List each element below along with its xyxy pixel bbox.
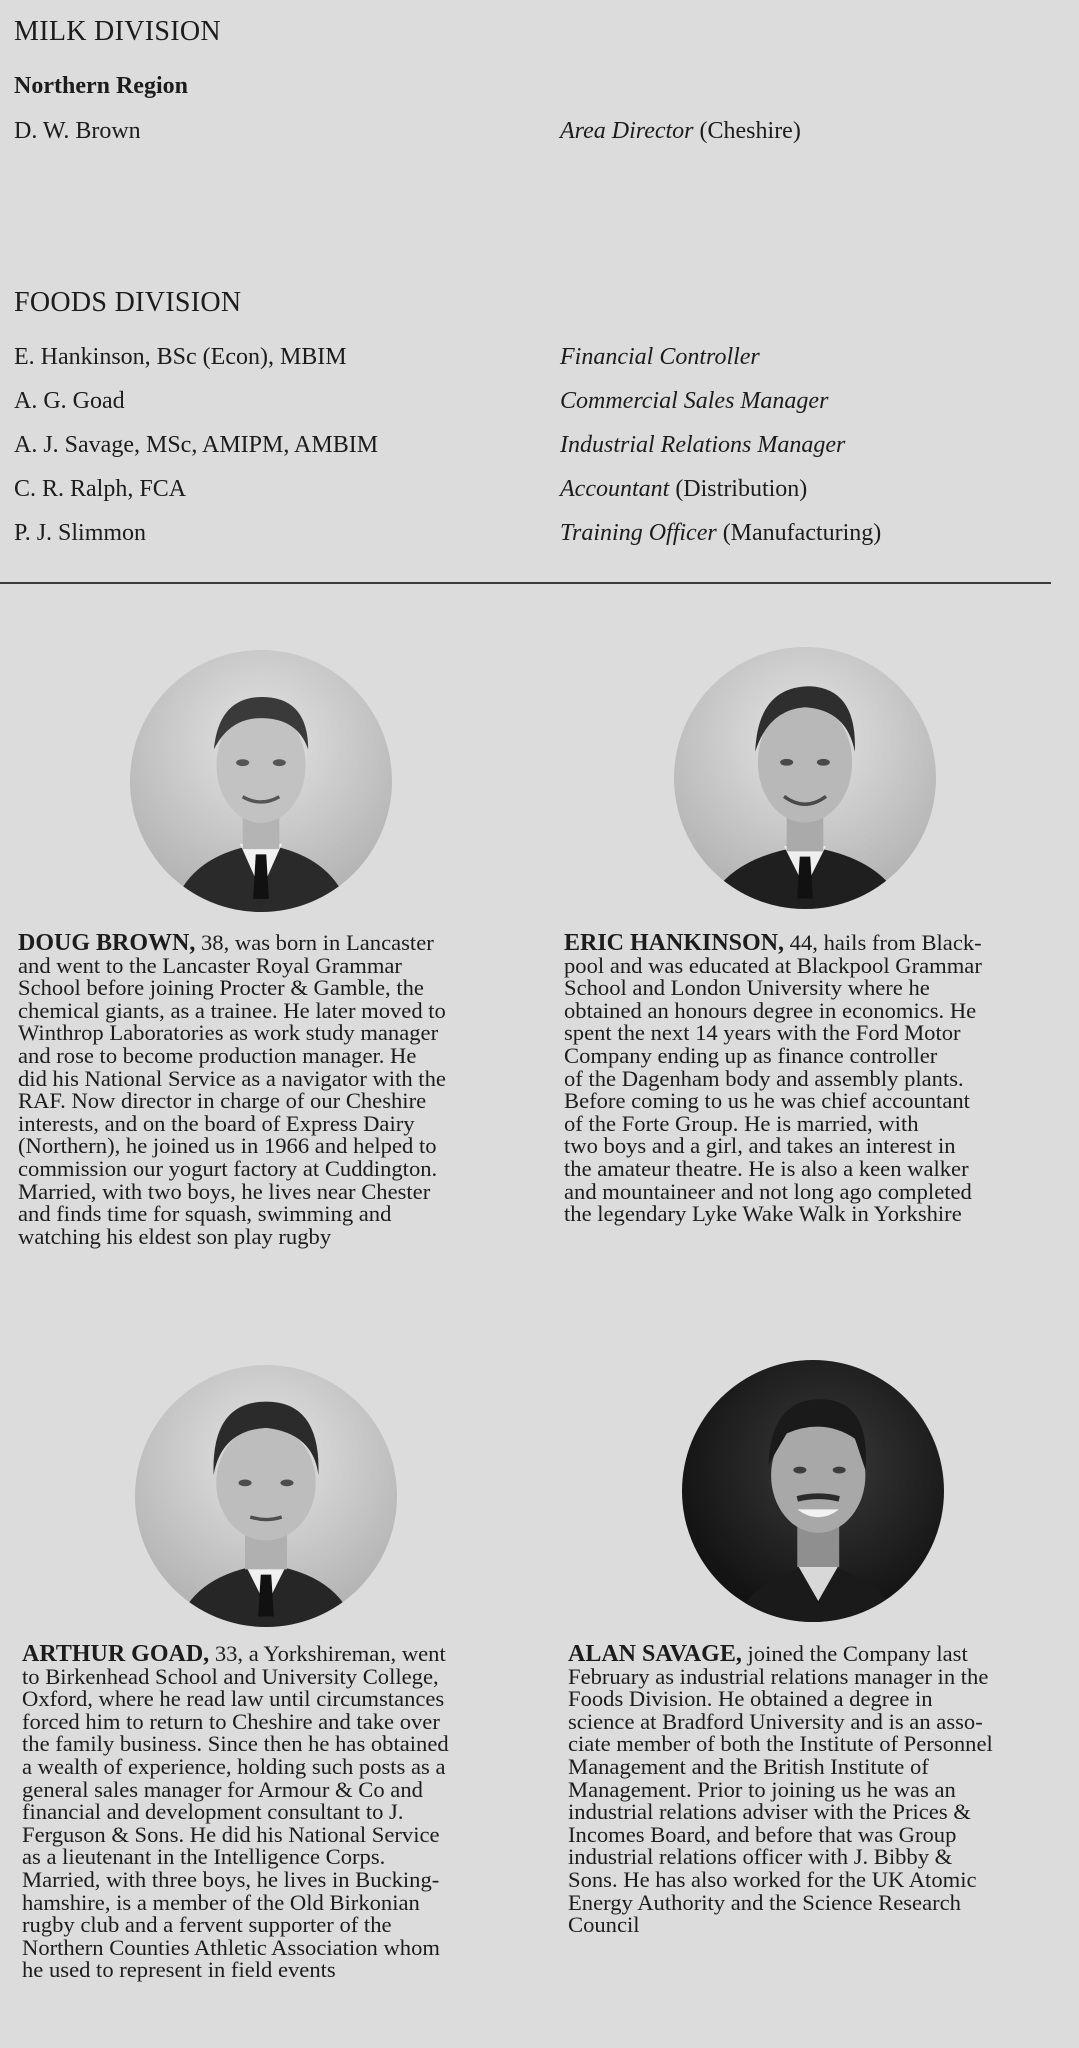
bio-line: hamshire, is a member of the Old Birkonian (22, 1889, 420, 1915)
bio-line: Energy Authority and the Science Research (568, 1889, 961, 1915)
bio-line: and rose to become production manager. He (18, 1042, 417, 1068)
alan-savage-portrait (682, 1360, 944, 1622)
bio-line: Foods Division. He obtained a degree in (568, 1686, 933, 1712)
bio-line: forced him to return to Cheshire and take over (22, 1708, 440, 1734)
staff-name: P. J. Slimmon (14, 520, 147, 546)
staff-name: D. W. Brown (14, 118, 141, 144)
bio-line: two boys and a girl, and takes an interest in (564, 1133, 956, 1159)
bio-line: ciate member of both the Institute of Personnel (568, 1731, 993, 1757)
staff-role: Financial Controller (560, 344, 760, 370)
profile-name: ERIC HANKINSON, (564, 930, 785, 956)
bio-line: Council (568, 1912, 640, 1938)
eric-hankinson-bio (564, 932, 1058, 1226)
bio-line: Company ending up as finance controller (564, 1042, 938, 1068)
staff-role: Commercial Sales Manager (560, 388, 829, 414)
bio-line: rugby club and a fervent supporter of the (22, 1912, 392, 1938)
staff-role (560, 520, 881, 547)
bio-line: Management and the British Institute of (568, 1753, 929, 1779)
bio-line: he used to represent in field events (22, 1957, 336, 1983)
staff-role-title: Accountant (560, 476, 670, 502)
bio-line: as a lieutenant in the Intelligence Corps. (22, 1844, 386, 1870)
arthur-goad-bio (22, 1643, 516, 1982)
bio-line: Incomes Board, and before that was Group (568, 1821, 957, 1847)
bio-line: and finds time for squash, swimming and (18, 1201, 392, 1227)
bio-line: science at Bradford University and is an asso- (568, 1708, 983, 1734)
bio-line: School before joining Procter & Gamble, the (18, 975, 424, 1001)
bio-line: Management. Prior to joining us he was an (568, 1776, 956, 1802)
bio-line: spent the next 14 years with the Ford Motor (564, 1020, 961, 1046)
profile-name: ARTHUR GOAD, (22, 1641, 210, 1667)
bio-line: joined the Company last (741, 1641, 968, 1666)
bio-line: did his National Service as a navigator with the (18, 1065, 446, 1091)
bio-line: and went to the Lancaster Royal Grammar (18, 952, 402, 978)
foods-division-heading: FOODS DIVISION (14, 287, 242, 318)
bio-line: the amateur theatre. He is also a keen walker (564, 1155, 969, 1181)
bio-line: watching his eldest son play rugby (18, 1223, 332, 1249)
staff-role (560, 118, 801, 145)
staff-name: E. Hankinson, BSc (Econ), MBIM (14, 344, 347, 370)
bio-line: 33, a Yorkshireman, went (209, 1641, 446, 1666)
milk-division-heading: MILK DIVISION (14, 16, 221, 47)
bio-line: pool and was educated at Blackpool Grammar (564, 952, 982, 978)
staff-role-note: (Distribution) (675, 476, 808, 502)
staff-role: Industrial Relations Manager (560, 432, 846, 458)
bio-line: and mountaineer and not long ago completed (564, 1178, 972, 1204)
bio-line: of the Forte Group. He is married, with (564, 1110, 919, 1136)
northern-region-subheading: Northern Region (14, 73, 188, 99)
staff-role-note: (Manufacturing) (722, 520, 882, 546)
staff-name: A. J. Savage, MSc, AMIPM, AMBIM (14, 432, 379, 458)
bio-line: commission our yogurt factory at Cuddington. (18, 1155, 438, 1181)
bio-line: to Birkenhead School and University College, (22, 1663, 439, 1689)
bio-line: Ferguson & Sons. He did his National Service (22, 1821, 440, 1847)
staff-name: C. R. Ralph, FCA (14, 476, 187, 502)
bio-line: RAF. Now director in charge of our Cheshire (18, 1088, 427, 1114)
bio-line: the legendary Lyke Wake Walk in Yorkshire (564, 1201, 962, 1227)
bio-line: industrial relations officer with J. Bibby & (568, 1844, 953, 1870)
bio-line: Sons. He has also worked for the UK Atomic (568, 1866, 977, 1892)
bio-line: interests, and on the board of Express Dairy (18, 1110, 415, 1136)
bio-line: obtained an honours degree in economics. He (564, 997, 977, 1023)
doug-brown-bio (18, 932, 512, 1248)
bio-line: financial and development consultant to J. (22, 1799, 404, 1825)
bio-line: general sales manager for Armour & Co and (22, 1776, 423, 1802)
bio-line: Married, with two boys, he lives near Chester (18, 1178, 431, 1204)
bio-line: 44, hails from Black- (784, 930, 982, 955)
staff-role-title: Area Director (560, 118, 694, 144)
bio-line: a wealth of experience, holding such posts as a (22, 1753, 446, 1779)
bio-line: Oxford, where he read law until circumstances (22, 1686, 445, 1712)
bio-line: of the Dagenham body and assembly plants. (564, 1065, 964, 1091)
bio-line: February as industrial relations manager in the (568, 1663, 989, 1689)
bio-line: School and London University where he (564, 975, 930, 1001)
bio-line: (Northern), he joined us in 1966 and helped to (18, 1133, 437, 1159)
section-divider (0, 582, 1051, 584)
profile-name: ALAN SAVAGE, (568, 1641, 742, 1667)
bio-line: the family business. Since then he has obtained (22, 1731, 449, 1757)
profile-name: DOUG BROWN, (18, 930, 196, 956)
bio-line: Before coming to us he was chief accountant (564, 1088, 970, 1114)
bio-line: 38, was born in Lancaster (195, 930, 434, 955)
doug-brown-portrait (130, 650, 392, 912)
alan-savage-bio (568, 1643, 1062, 1937)
bio-line: Northern Counties Athletic Association whom (22, 1934, 440, 1960)
staff-role (560, 476, 807, 503)
staff-role-note: (Cheshire) (699, 118, 801, 144)
staff-role-title: Training Officer (560, 520, 717, 546)
staff-name: A. G. Goad (14, 388, 125, 414)
bio-line: Winthrop Laboratories as work study manager (18, 1020, 439, 1046)
bio-line: Married, with three boys, he lives in Bucking- (22, 1866, 440, 1892)
eric-hankinson-portrait (674, 647, 936, 909)
arthur-goad-portrait (135, 1365, 397, 1627)
bio-line: chemical giants, as a trainee. He later moved to (18, 997, 446, 1023)
bio-line: industrial relations adviser with the Prices & (568, 1799, 971, 1825)
